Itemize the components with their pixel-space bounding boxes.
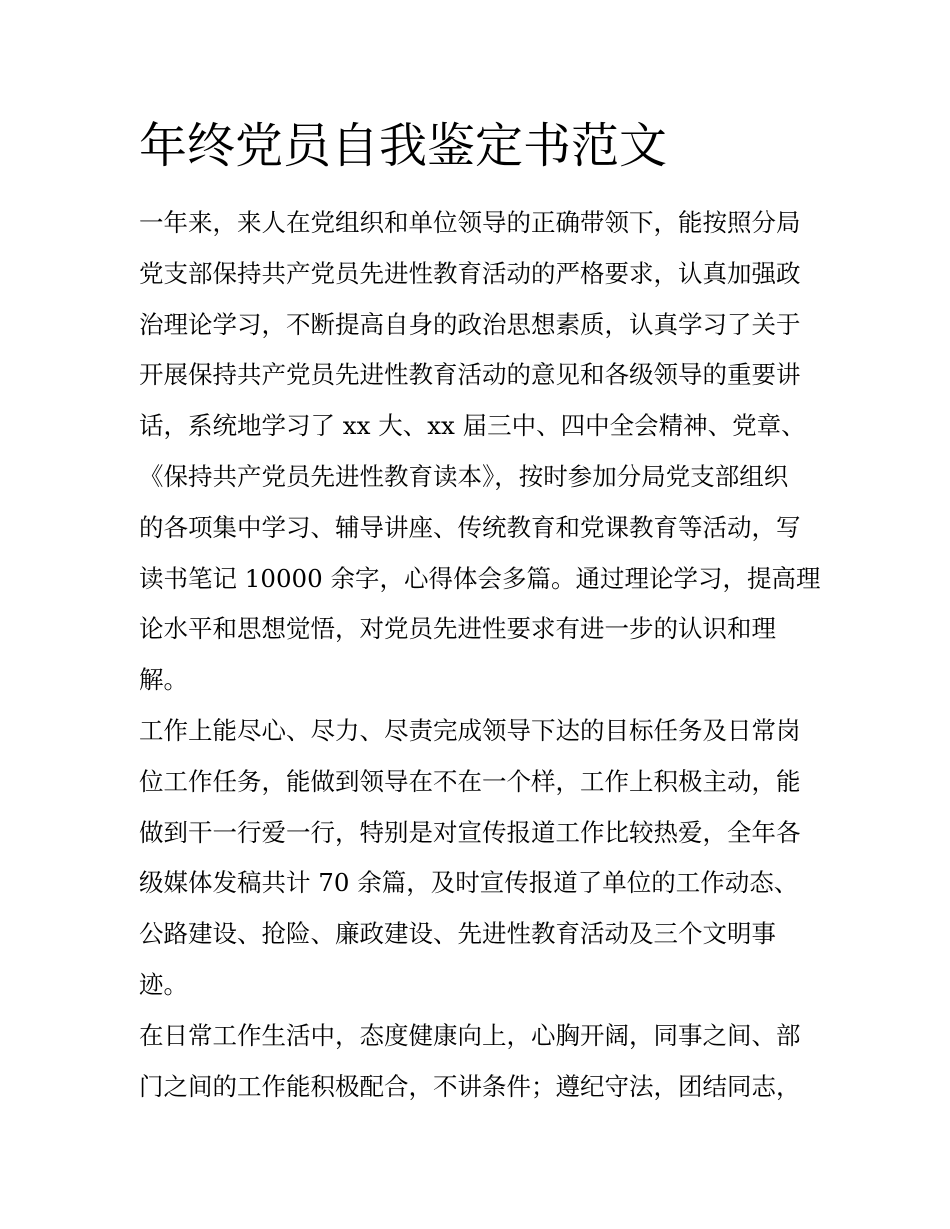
paragraph-3	[139, 1011, 819, 1113]
text-line: 一年来，来人在党组织和单位领导的正确带领下，能按照分局	[139, 208, 801, 237]
text-line: 位工作任务，能做到领导在不在一个样，工作上积极主动，能	[139, 766, 801, 796]
paragraph-1	[139, 198, 819, 706]
text-line: 级媒体发稿共计 70 余篇，及时宣传报道了单位的工作动态、	[139, 868, 799, 898]
document-body	[139, 198, 819, 1112]
text-line: 开展保持共产党员先进性教育活动的意见和各级领导的重要讲	[139, 360, 801, 390]
text-line: 门之间的工作能积极配合，不讲条件；遵纪守法，团结同志，	[139, 1071, 801, 1101]
text-line: 《保持共产党员先进性教育读本》，按时参加分局党支部组织	[139, 461, 789, 491]
text-line: 话，系统地学习了 xx 大、xx 届三中、四中全会精神、党章、	[139, 411, 806, 441]
text-line: 工作上能尽心、尽力、尽责完成领导下达的目标任务及日常岗	[139, 715, 801, 745]
text-line: 在日常工作生活中，态度健康向上，心胸开阔，同事之间、部	[139, 1020, 801, 1050]
text-line: 读书笔记 10000 余字，心得体会多篇。通过理论学习，提高理	[139, 563, 821, 593]
text-line: 迹。	[139, 969, 188, 999]
paragraph-2	[139, 706, 819, 1011]
text-line: 的各项集中学习、辅导讲座、传统教育和党课教育等活动，写	[139, 512, 801, 542]
text-line: 公路建设、抢险、廉政建设、先进性教育活动及三个文明事	[139, 919, 776, 949]
text-line: 党支部保持共产党员先进性教育活动的严格要求，认真加强政	[139, 258, 801, 288]
text-line: 论水平和思想觉悟，对党员先进性要求有进一步的认识和理	[139, 614, 776, 644]
text-line: 治理论学习，不断提高自身的政治思想素质，认真学习了关于	[139, 309, 801, 339]
text-line: 解。	[139, 665, 188, 695]
text-line: 做到干一行爱一行，特别是对宣传报道工作比较热爱，全年各	[139, 817, 801, 847]
document-title: 年终党员自我鉴定书范文	[139, 118, 668, 174]
